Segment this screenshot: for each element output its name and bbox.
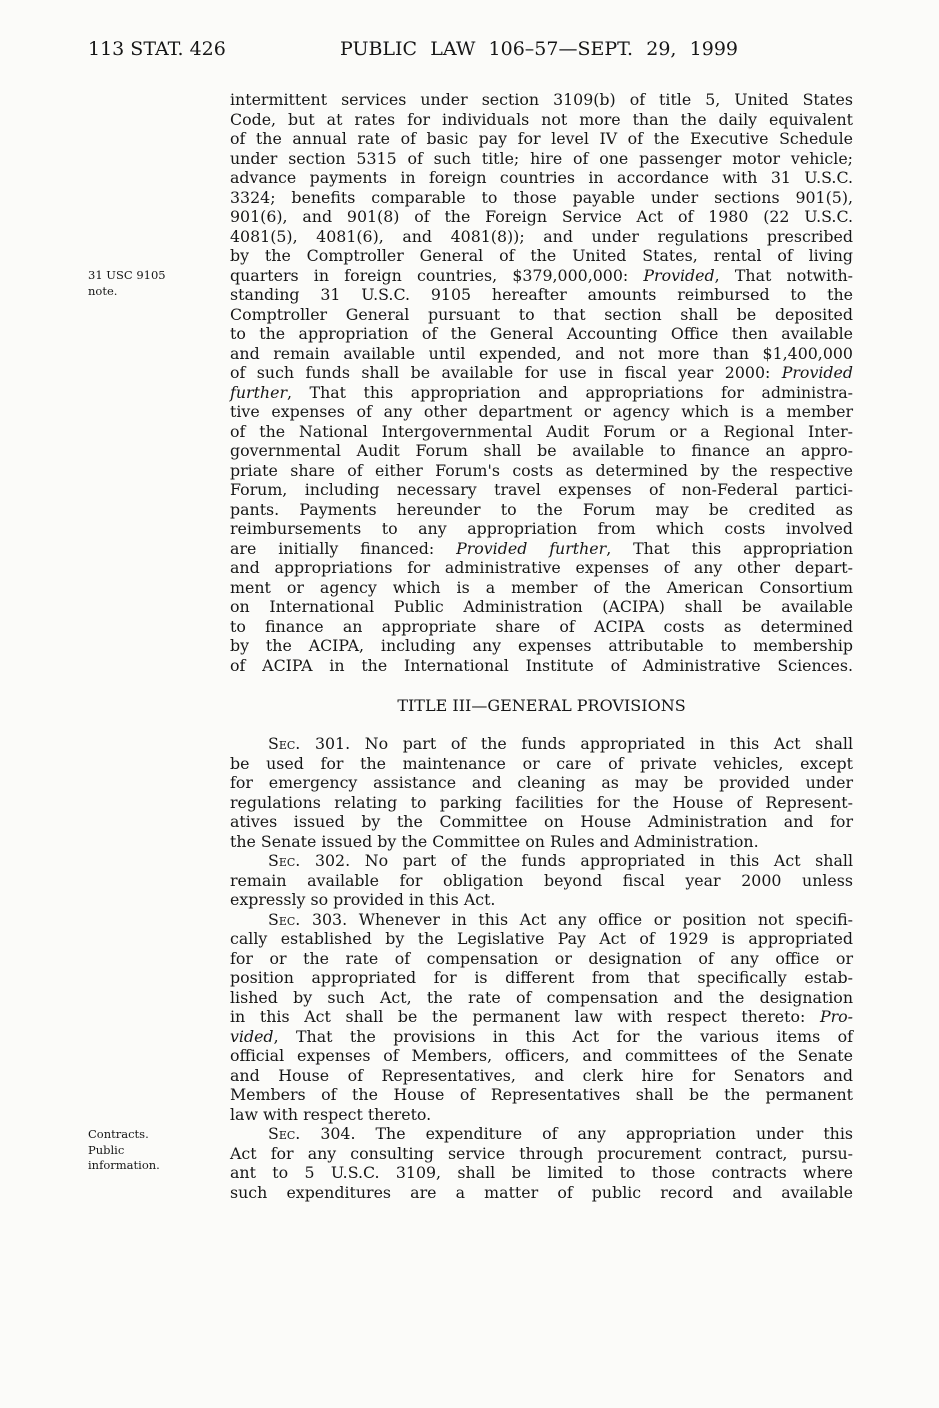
text-segment: of ACIPA in the International Institute of Administrative Sciences. xyxy=(230,655,853,675)
text-segment: be used for the maintenance or care of private vehicles, except xyxy=(230,753,853,773)
text-segment: on International Public Administration (ACIPA) shall be available xyxy=(230,597,853,616)
text-segment: , That this appropriation xyxy=(606,538,853,558)
text-segment: of such funds shall be available for use in fiscal year 2000: xyxy=(230,363,782,382)
text-line xyxy=(230,949,853,969)
text-line xyxy=(230,246,853,266)
text-line xyxy=(230,363,853,383)
text-segment: the Senate issued by the Committee on Rules and Administration. xyxy=(230,831,759,851)
text-segment: under section 5315 of such title; hire of one passenger motor vehicle; xyxy=(230,148,853,168)
text-segment: such expenditures are a matter of public record and available xyxy=(230,1182,853,1202)
text-segment: to finance an appropriate share of ACIPA costs as determined xyxy=(230,616,853,636)
text-line xyxy=(230,988,853,1008)
margin-note-line: Contracts. xyxy=(88,1127,149,1141)
text-segment: to the appropriation of the General Accounting Office then available xyxy=(230,324,853,343)
text-segment: Comptroller General pursuant to that section shall be deposited xyxy=(230,304,853,324)
text-line xyxy=(230,441,853,461)
text-line xyxy=(230,832,853,852)
section-303 xyxy=(230,910,853,1125)
text-line xyxy=(230,1007,853,1027)
italic-text: Provided further xyxy=(456,538,607,558)
text-line xyxy=(230,1183,853,1203)
text-segment: 301. No part of the funds appropriated in this Act shall xyxy=(300,734,853,753)
text-line xyxy=(230,110,853,130)
continuation-paragraph xyxy=(230,90,853,675)
text-segment: , That notwith- xyxy=(714,265,853,285)
text-line xyxy=(230,461,853,481)
text-line xyxy=(230,1124,853,1144)
text-segment: and appropriations for administrative expenses of any other depart- xyxy=(230,558,853,577)
text-segment: are initially financed: xyxy=(230,538,457,558)
text-line xyxy=(230,1046,853,1066)
text-segment: intermittent services under section 3109(b) of title 5, United States xyxy=(230,90,853,109)
section-302 xyxy=(230,851,853,910)
text-segment: , That the provisions in this Act for the various items of xyxy=(273,1026,853,1046)
text-line xyxy=(230,402,853,422)
text-segment: Members of the House of Representatives shall be the permanent xyxy=(230,1085,853,1104)
text-segment: remain available for obligation beyond fiscal year 2000 unless xyxy=(230,870,853,890)
text-segment: ment or agency which is a member of the American Consortium xyxy=(230,577,853,597)
text-segment: quarters in foreign countries, $379,000,000: xyxy=(230,265,644,285)
margin-note-usc xyxy=(88,268,166,299)
text-segment: expressly so provided in this Act. xyxy=(230,890,496,909)
text-line xyxy=(230,149,853,169)
text-segment: by the Comptroller General of the United States, rental of living xyxy=(230,246,853,265)
text-segment: standing 31 U.S.C. 9105 hereafter amounts reimbursed to the xyxy=(230,285,853,304)
text-line xyxy=(230,1027,853,1047)
text-line xyxy=(230,480,853,500)
text-line xyxy=(230,383,853,403)
text-line xyxy=(230,422,853,442)
text-segment: regulations relating to parking facilities for the House of Represent- xyxy=(230,792,853,812)
italic-text: Pro- xyxy=(819,1007,853,1026)
margin-note-line: 31 USC 9105 xyxy=(88,268,166,282)
text-line xyxy=(230,636,853,656)
text-segment: law with respect thereto. xyxy=(230,1104,432,1124)
page-stat-number: 113 STAT. 426 xyxy=(88,38,226,60)
text-segment: priate share of either Forum's costs as determined by the respective xyxy=(230,460,853,480)
text-segment: and House of Representatives, and clerk hire for Senators and xyxy=(230,1065,853,1085)
text-line xyxy=(230,754,853,774)
text-segment: of the National Intergovernmental Audit Forum or a Regional Inter- xyxy=(230,421,853,441)
section-label: Sec. xyxy=(268,1124,301,1143)
text-segment: 303. Whenever in this Act any office or position not specifi- xyxy=(300,909,853,929)
text-segment: for or the rate of compensation or designation of any office or xyxy=(230,948,853,968)
text-line xyxy=(230,1163,853,1183)
text-segment: official expenses of Members, officers, and committees of the Senate xyxy=(230,1046,853,1065)
text-segment: Act for any consulting service through procurement contract, pursu- xyxy=(230,1143,853,1163)
text-line xyxy=(230,1144,853,1164)
text-segment: tive expenses of any other department or agency which is a member xyxy=(230,402,853,421)
text-segment: in this Act shall be the permanent law with respect thereto: xyxy=(230,1007,820,1026)
text-line xyxy=(230,773,853,793)
text-line xyxy=(230,90,853,110)
text-segment: advance payments in foreign countries in accordance with 31 U.S.C. xyxy=(230,168,853,187)
section-label: Sec. xyxy=(268,734,301,753)
text-line xyxy=(230,285,853,305)
text-line xyxy=(230,734,853,754)
text-segment: lished by such Act, the rate of compensation and the designation xyxy=(230,987,853,1007)
text-segment: governmental Audit Forum shall be available to finance an appro- xyxy=(230,441,853,460)
section-304 xyxy=(230,1124,853,1202)
text-segment: , That this appropriation and appropriations for administra- xyxy=(287,382,853,402)
margin-note-line: note. xyxy=(88,283,118,298)
text-line xyxy=(230,305,853,325)
text-line xyxy=(230,851,853,871)
text-segment: atives issued by the Committee on House Administration and for xyxy=(230,812,853,831)
text-line xyxy=(230,968,853,988)
text-line xyxy=(230,871,853,891)
text-line xyxy=(230,344,853,364)
title-heading: TITLE III—GENERAL PROVISIONS xyxy=(397,696,686,715)
text-line xyxy=(230,793,853,813)
text-segment: 4081(5), 4081(6), and 4081(8)); and under regulations prescribed xyxy=(230,226,853,246)
section-label: Sec. xyxy=(268,909,301,929)
text-segment: position appropriated for is different from that specifically estab- xyxy=(230,968,853,987)
text-line xyxy=(230,1085,853,1105)
text-line xyxy=(230,266,853,286)
italic-text: Provided xyxy=(643,265,715,285)
text-segment: 901(6), and 901(8) of the Foreign Service Act of 1980 (22 U.S.C. xyxy=(230,207,853,226)
text-segment: Code, but at rates for individuals not more than the daily equivalent xyxy=(230,109,853,129)
text-line xyxy=(230,1066,853,1086)
margin-note-line: Public xyxy=(88,1142,125,1157)
text-segment: for emergency assistance and cleaning as may be provided under xyxy=(230,773,853,792)
text-line xyxy=(230,324,853,344)
text-line xyxy=(230,168,853,188)
text-segment: ant to 5 U.S.C. 3109, shall be limited to those contracts where xyxy=(230,1163,853,1182)
running-header: PUBLIC LAW 106–57—SEPT. 29, 1999 xyxy=(340,38,738,60)
text-segment: Forum, including necessary travel expenses of non-Federal partici- xyxy=(230,480,853,499)
text-line xyxy=(230,519,853,539)
text-segment: 302. No part of the funds appropriated in this Act shall xyxy=(300,851,853,870)
text-line xyxy=(230,129,853,149)
text-line xyxy=(230,656,853,676)
text-segment: of the annual rate of basic pay for level IV of the Executive Schedule xyxy=(230,129,853,148)
text-line xyxy=(230,227,853,247)
text-segment: cally established by the Legislative Pay Act of 1929 is appropriated xyxy=(230,929,853,948)
margin-note-line: information. xyxy=(88,1158,160,1172)
text-line xyxy=(230,539,853,559)
text-line xyxy=(230,578,853,598)
text-line xyxy=(230,812,853,832)
section-label: Sec. xyxy=(268,851,301,870)
italic-text: Provided xyxy=(781,363,853,382)
text-line xyxy=(230,500,853,520)
text-line xyxy=(230,558,853,578)
margin-note-contracts xyxy=(88,1127,160,1174)
text-line xyxy=(230,929,853,949)
text-line xyxy=(230,617,853,637)
text-segment: and remain available until expended, and not more than $1,400,000 xyxy=(230,343,853,363)
sections xyxy=(230,734,853,1202)
text-segment: by the ACIPA, including any expenses attributable to membership xyxy=(230,636,853,655)
text-line xyxy=(230,597,853,617)
text-segment: reimbursements to any appropriation from which costs involved xyxy=(230,519,853,538)
section-301 xyxy=(230,734,853,851)
italic-text: further xyxy=(230,382,287,402)
italic-text: vided xyxy=(230,1026,274,1046)
text-line xyxy=(230,207,853,227)
text-segment: pants. Payments hereunder to the Forum may be credited as xyxy=(230,499,853,519)
text-line xyxy=(230,890,853,910)
text-line xyxy=(230,910,853,930)
text-line xyxy=(230,188,853,208)
text-segment: 304. The expenditure of any appropriation under this xyxy=(300,1124,853,1143)
text-line xyxy=(230,1105,853,1125)
text-segment: 3324; benefits comparable to those payable under sections 901(5), xyxy=(230,187,853,207)
